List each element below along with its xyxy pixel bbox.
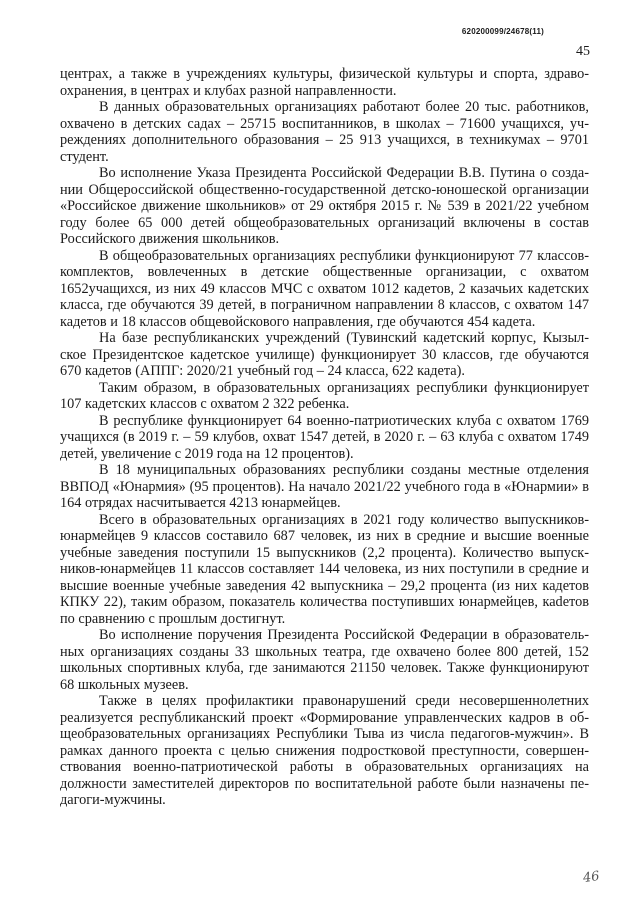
page-number: 45 [576,44,590,59]
paragraph: Во исполнение Указа Президента Российской Федерации В.В. Путина о создании Общероссийской общественно-государственной детско-юношеской организации «Российское движение школьников» от 29 октября 2015 г. № 539 в 2021/22 учебном году более 65 000 детей общеобразовательных организаций включены в состав Российского движения школьников. [60,165,589,247]
paragraph: В данных образовательных организациях работают более 20 тыс. работников, охвачено в детских садах – 25715 воспитанников, в школах – 71600 учащихся, учреждениях дополнительного образования – 25 913 учащихся, в техникумах – 9701 студент. [60,99,589,165]
paragraph: Во исполнение поручения Президента Российской Федерации в образовательных организациях созданы 33 школьных театра, где охвачено более 800 детей, 152 школьных спортивных клуба, где занимаются 21150 человек. Также функционируют 68 школьных музеев. [60,627,589,693]
document-id: 620200099/24678(11) [461,27,544,36]
paragraph: В общеобразовательных организациях республики функционируют 77 классов-комплектов, вовлеченных в детские общественные организации, с охватом 1652учащихся, из них 49 классов МЧС с охватом 1012 кадетов, 2 казачьих кадетских класса, где обучаются 39 детей, в пограничном направлении 8 классов, с охватом 147 кадетов и 18 классов общевойскового направления, где обучаются 454 кадета. [60,247,589,330]
paragraph: Также в целях профилактики правонарушений среди несовершеннолетних реализуется республиканский проект «Формирование управленческих кадров в общеобразовательных организациях Республики Тыва из числа педагогов-мужчин». В рамках данного проекта с целью снижения подростковой преступности, совершенствования военно-патриотической работы в образовательных организациях на должности заместителей директоров по воспитательной работе были назначены педагоги-мужчины. [60,693,589,808]
paragraph: В 18 муниципальных образованиях республики созданы местные отделения ВВПОД «Юнармия» (95 процентов). На начало 2021/22 учебного года в «Юнармии» в 164 отрядах насчитывается 4213 юнармейцев. [60,462,589,511]
paragraph: На базе республиканских учреждений (Тувинский кадетский корпус, Кызылское Президентское кадетское училище) функционирует 30 классов, где обучаются 670 кадетов (АППГ: 2020/21 учебный год – 24 класса, 622 кадета). [60,330,589,379]
paragraph: Всего в образовательных организациях в 2021 году количество выпускников-юнармейцев 9 классов составило 687 человек, из них в средние и высшие военные учебные заведения поступили 15 выпускников (2,2 процента). Количество выпускников-юнармейцев 11 классов составляет 144 человека, из них поступили в средние и высшие военные учебные заведения 42 выпускника – 29,2 процента (из них кадетов КПКУ 22), таким образом, показатель количества поступивших юнармейцев, каdетов по сравнению с прошлым достигнут. [60,511,589,627]
paragraph: Таким образом, в образовательных организациях республики функционирует 107 кадетских классов с охватом 2 322 ребенка. [60,379,589,412]
paragraph: центрах, а также в учреждениях культуры, физической культуры и спорта, здравоохранения, в центрах и клубах разной направленности. [60,66,589,99]
handwritten-page-mark: 46 [582,868,601,887]
paragraph: В республике функционирует 64 военно-патриотических клуба с охватом 1769 учащихся (в 2019 г. – 59 клубов, охват 1547 детей, в 2020 г. – 63 клуба с охватом 1749 детей, увеличение с 2019 года на 12 процентов). [60,412,589,462]
document-body [60,66,589,809]
